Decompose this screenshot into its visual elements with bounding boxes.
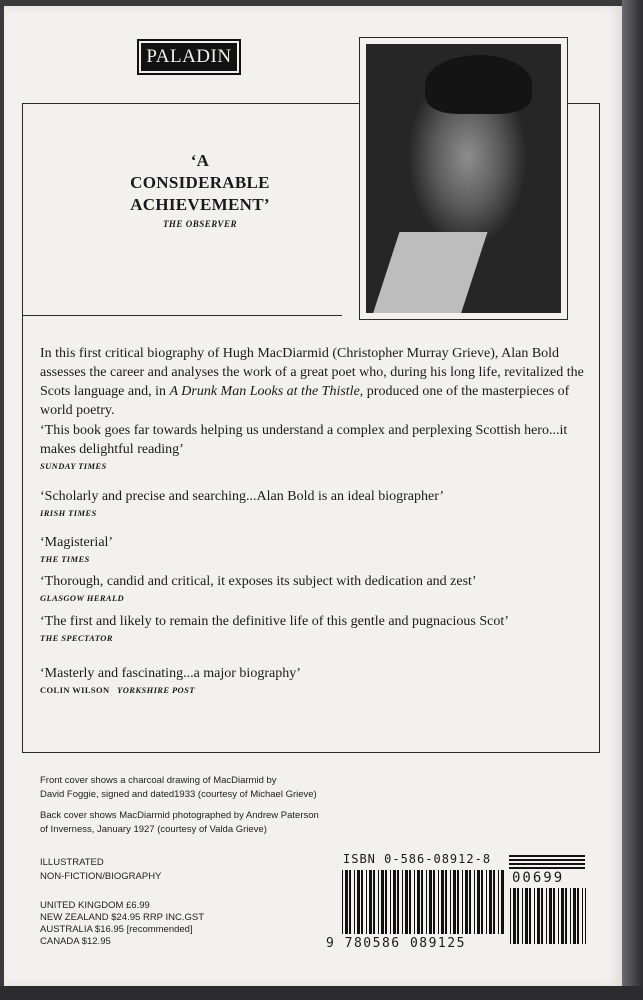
barcode-bar [534,888,535,944]
barcode-bar [573,888,576,944]
barcode-bar [414,870,415,934]
barcode-bar [393,870,396,934]
barcode-bar [561,888,564,944]
barcode-bar [457,870,459,934]
barcode-bar [366,870,367,934]
barcode-bar [522,888,523,944]
barcode-bar [501,870,504,934]
pull-quote-line: ACHIEVEMENT’ [130,195,270,214]
barcode-bar [546,888,547,944]
barcode-bar [577,888,579,944]
book-edge [622,0,643,1000]
ean-barcode [342,870,504,934]
review-quote: ‘Masterly and fascinating...a major biography’ [40,666,301,681]
front-cover-credit [40,774,360,802]
barcode-bar [558,888,559,944]
book-description [40,344,600,420]
review [40,572,600,603]
review-source: GLASGOW HERALD [40,593,125,603]
review-quote: ‘Magisterial’ [40,535,114,550]
author-photo-frame [359,37,568,320]
barcode-bar [469,870,471,934]
review [40,612,600,643]
barcode-bar [450,870,451,934]
description-text-end: produced one of the masterpieces of world poetry. [40,384,570,418]
barcode-bar [354,870,355,934]
barcode-bar [445,870,447,934]
barcode-bar [342,870,343,934]
barcode-bar [465,870,468,934]
review [40,487,600,518]
divider [22,315,342,316]
review-source: THE TIMES [40,554,90,564]
barcode-bar [402,870,403,934]
barcode-bar [585,888,586,944]
price-code: 00699 [512,870,565,886]
credit-line: David Foggie, signed and dated1933 (courtesy of Michael Grieve) [40,789,317,800]
barcode-bar [405,870,408,934]
review [40,533,600,564]
credit-line: Front cover shows a charcoal drawing of MacDiarmid by [40,775,277,786]
pull-quote-source: THE OBSERVER [162,219,238,229]
price-line: NEW ZEALAND $24.95 RRP INC.GST [40,912,205,923]
barcode-bar [429,870,432,934]
price-line: CANADA $12.95 [40,936,111,947]
barcode-bar [390,870,391,934]
barcode-bar [421,870,423,934]
barcode-bar [510,888,511,944]
review-quote: ‘Thorough, candid and critical, it exposes its subject with dedication and zest’ [40,574,477,589]
barcode-bar [369,870,372,934]
review-quote: ‘This book goes far towards helping us understand a complex and perplexing Scottish hero...it makes delightful reading’ [40,423,568,457]
barcode-bar [565,888,567,944]
review-source [40,685,600,695]
barcode-bar [570,888,571,944]
review-quote: ‘Scholarly and precise and searching...Alan Bold is an ideal biographer’ [40,489,445,504]
barcode-bar [553,888,555,944]
category-line: ILLUSTRATED [40,857,104,868]
credit-line: of Inverness, January 1927 (courtesy of Valda Grieve) [40,824,267,835]
barcode-bar [426,870,427,934]
barcode-bar [409,870,411,934]
barcode-bar [549,888,552,944]
price-line: UNITED KINGDOM £6.99 [40,900,150,911]
barcode-bar [438,870,439,934]
barcode-bar [481,870,483,934]
barcode-bar [537,888,540,944]
isbn-label: ISBN 0-586-08912-8 [343,852,492,866]
barcode-bar [517,888,519,944]
barcode-bar [349,870,351,934]
pull-quote-line: CONSIDERABLE [130,173,270,192]
review-quote: ‘The first and likely to remain the definitive life of this gentle and pugnacious Scot’ [40,614,509,629]
pull-quote [100,150,300,216]
barcode-bar [385,870,387,934]
barcode-bar [462,870,463,934]
barcode-number: 9 780586 089125 [326,936,466,951]
portrait-collar [366,232,487,313]
barcode-bar [373,870,375,934]
portrait-photo [366,44,561,313]
price-line: AUSTRALIA $16.95 [recommended] [40,924,193,935]
review-source-publication: YORKSHIRE POST [117,685,195,695]
barcode-bar [477,870,480,934]
barcode-bar [441,870,444,934]
category-line: NON-FICTION/BIOGRAPHY [40,871,162,882]
barcode-bar [529,888,531,944]
pull-quote-line: ‘A [190,151,210,170]
review-source: SUNDAY TIMES [40,461,107,471]
barcode-bar [541,888,543,944]
price-list [40,900,360,948]
portrait-hair [425,55,532,114]
review-source: THE SPECTATOR [40,633,113,643]
barcode-bar [489,870,492,934]
back-cover-credit [40,809,360,837]
barcode-bar [582,888,583,944]
barcode-bar [378,870,379,934]
barcode-bar [361,870,363,934]
barcode-bar [498,870,499,934]
barcode-guard-lines [509,855,585,869]
credit-line: Back cover shows MacDiarmid photographed by Andrew Paterson [40,810,319,821]
barcode-bar [433,870,435,934]
barcode-bar [381,870,384,934]
barcode-bar [525,888,528,944]
barcode-bar [513,888,516,944]
barcode-bar [474,870,475,934]
review-source-author: COLIN WILSON [40,685,110,695]
review [40,664,600,695]
publisher-logo: PALADIN [139,41,239,73]
review [40,421,600,471]
review-source: IRISH TIMES [40,508,97,518]
background-surface [0,986,643,1000]
category-label [40,856,360,884]
description-text: In this first critical biography of Hugh MacDiarmid (Christopher Murray Grieve), Alan Bold assesses the career and analyses the work of a great poet who, during his long life, revitalized the Scots language and, in [40,346,584,399]
barcode-bar [345,870,348,934]
barcode-bar [357,870,360,934]
barcode-bar [486,870,487,934]
description-title: A Drunk Man Looks at the Thistle, [169,384,364,399]
barcode-bar [417,870,420,934]
barcode-bar [453,870,456,934]
addon-barcode [510,888,586,944]
barcode-bar [397,870,399,934]
barcode-bar [493,870,495,934]
